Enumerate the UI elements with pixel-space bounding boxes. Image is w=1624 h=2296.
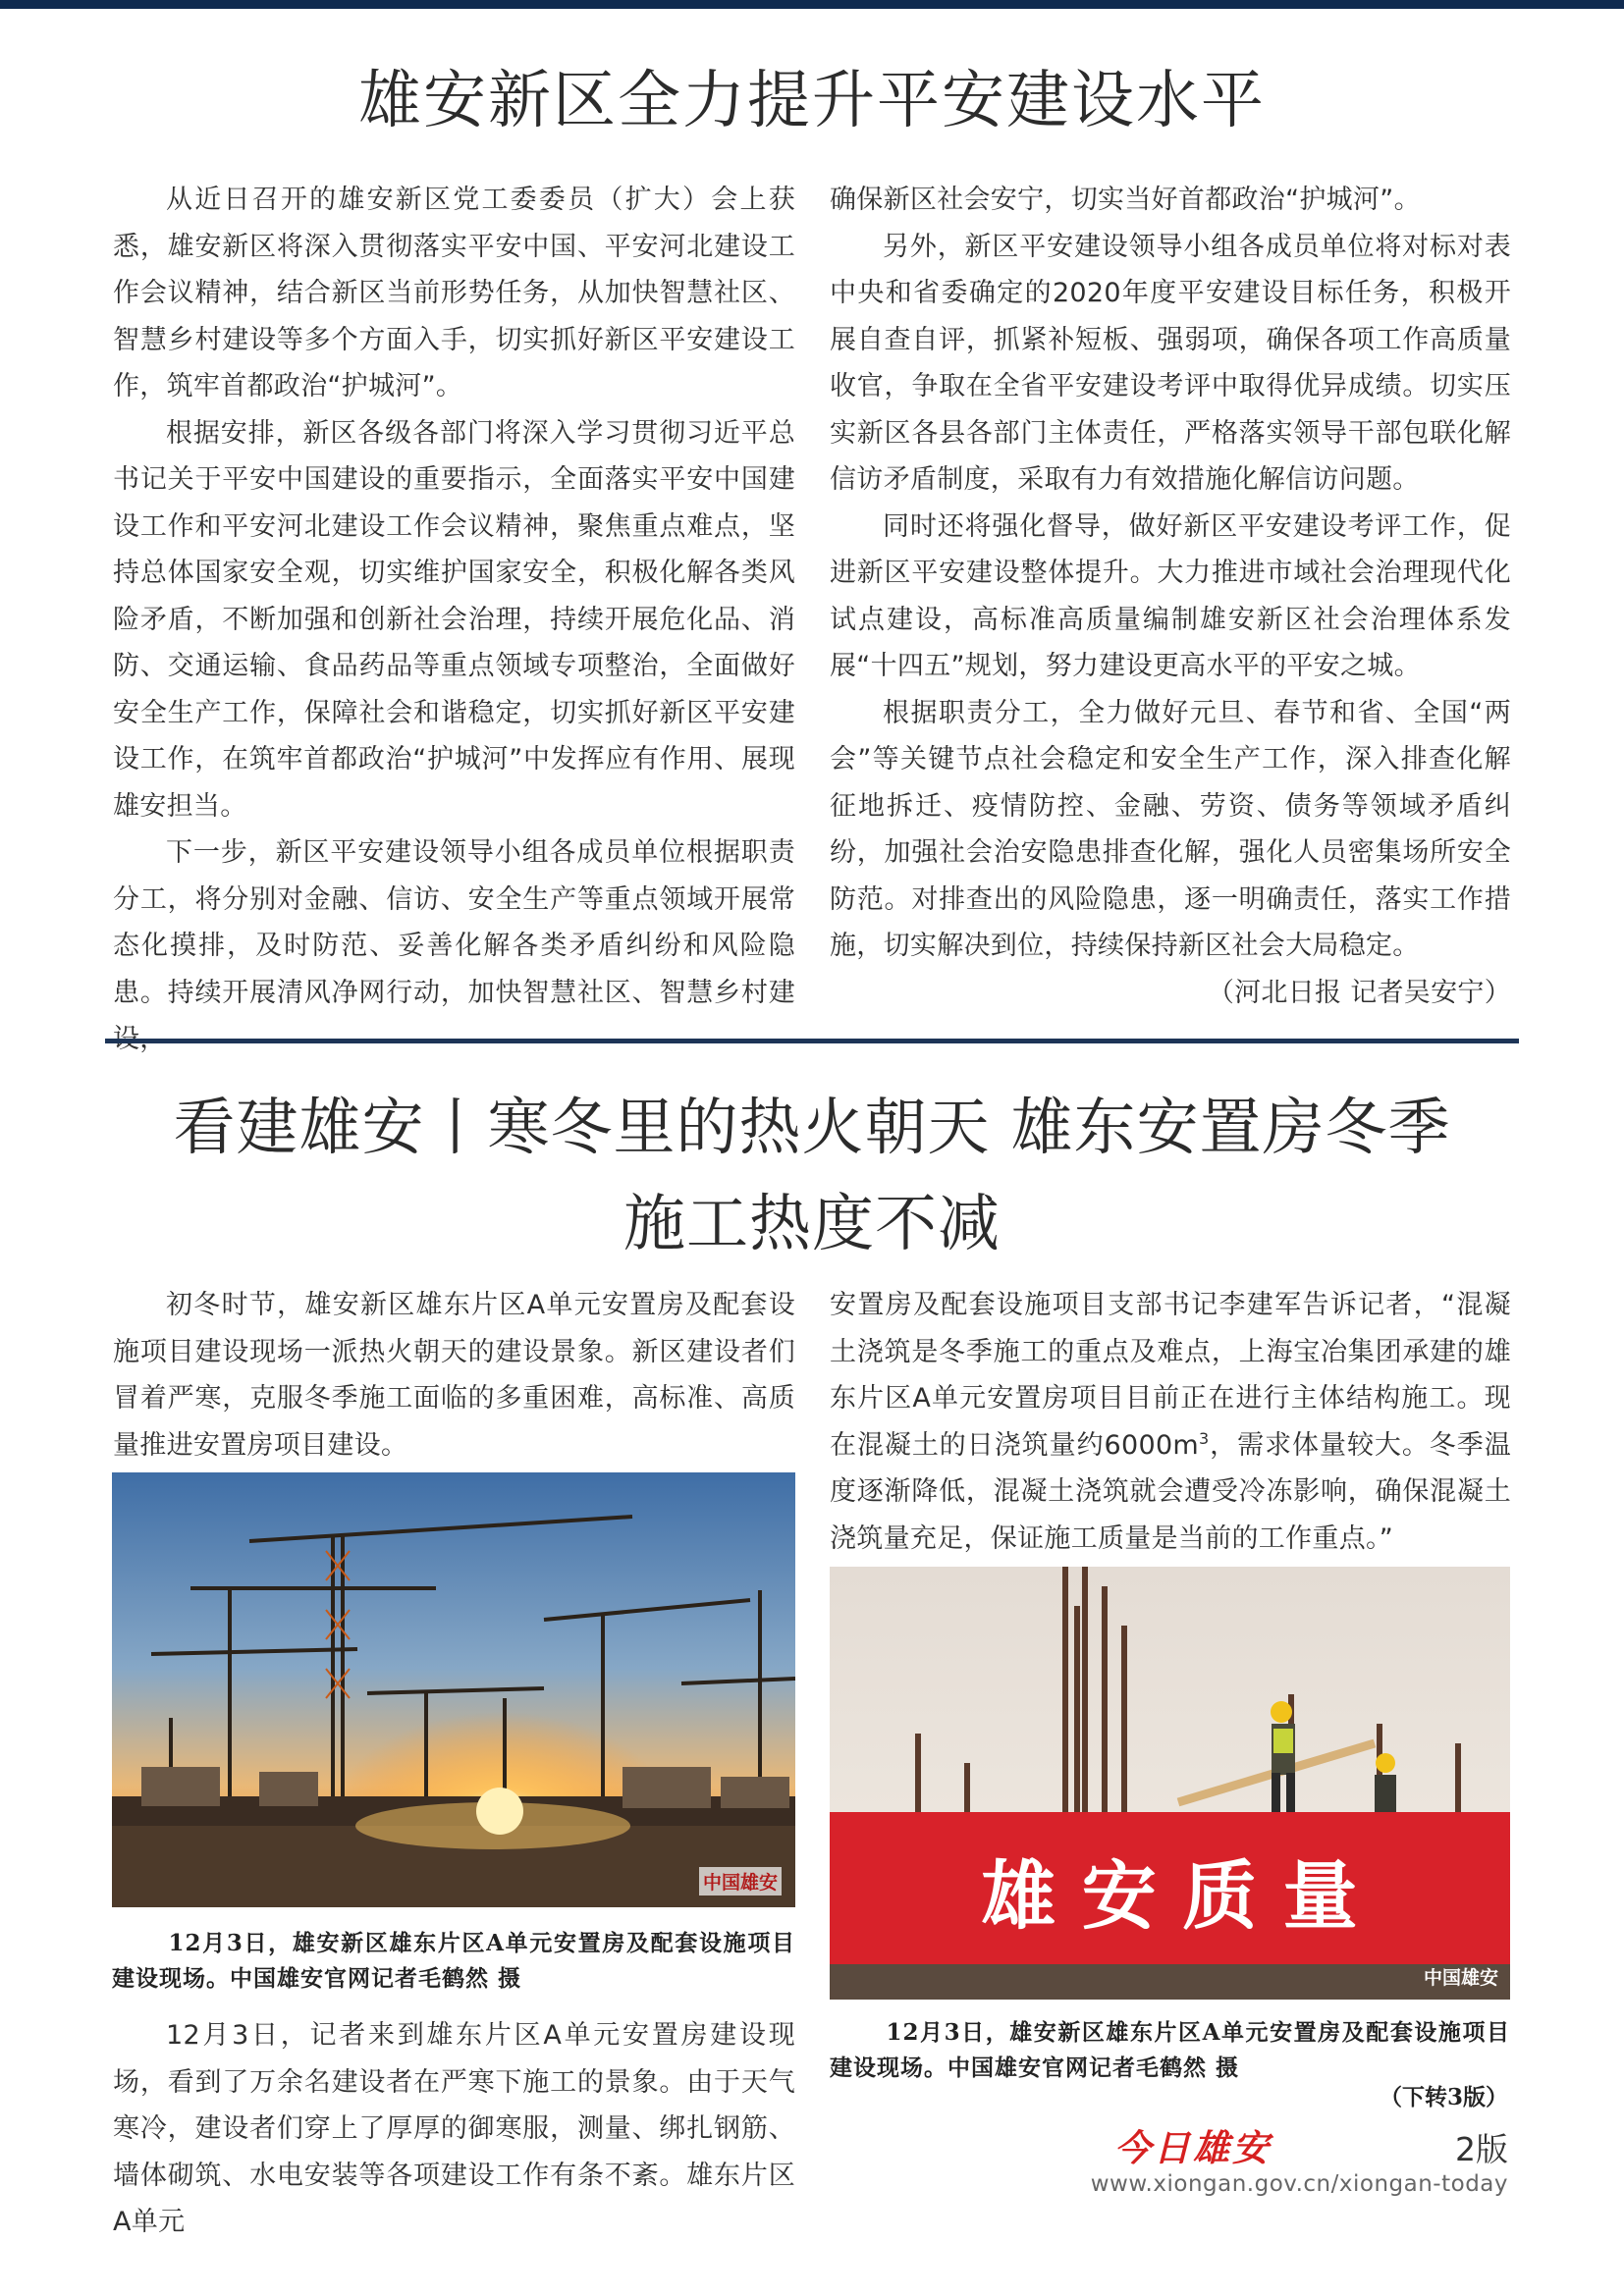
article2-title [0,1080,1624,1272]
article2-right-column [830,1282,1511,1562]
article1-right-column [830,177,1511,1016]
article1-credit: （河北日报 记者吴安宁） [1207,977,1511,1008]
article2-left-intro [113,1282,795,1468]
article1-left-column [113,177,795,1063]
construction-photo-cranes [112,1472,795,1907]
article1-paragraph: 下一步，新区平安建设领导小组各成员单位根据职责分工，将分别对金融、信访、安全生产等重点领域开展常态化摸排，及时防范、妥善化解各类矛盾纠纷和风险隐患。持续开展清风净网行动，加快智慧社区、智慧乡村建 [113,837,795,1008]
top-bar [0,0,1624,9]
cubic-superscript: 3 [1199,1428,1210,1448]
article1-paragraph: 根据安排，新区各级各部门将深入学习贯彻习近平总书记关于平安中国建设的重要指示，全面落实平安中国建设工作和平安河北建设工作会议精神，聚焦重点难点，坚持总体国家安全观，切实维护国家安全，积极化解各类风险矛盾，不断加强和创新社会治理，持续开展危化品、消防、交通运输、食品药品等重点领域专项整治，全面做好安全生产工作，保障社会和谐稳定，切实抓好新区平安建设工作，在筑牢首都政治“护城河”中发挥应有作用、展现雄安担当。 [113,417,795,822]
article2-paragraph: 初冬时节，雄安新区雄东片区A单元安置房及配套设施项目建设现场一派热火朝天的建设景象。新区建设者们冒着严寒，克服冬季施工面临的多重困难，高标准、高质量推进安置房项目建设。 [113,1290,795,1461]
footer-url[interactable]: www.xiongan.gov.cn/xiongan-today [1090,2171,1508,2197]
construction-photo-workers [830,1567,1510,2000]
article1-paragraph: 另外，新区平安建设领导小组各成员单位将对标对表中央和省委确定的2020年度平安建设目标任务，积极开展自查自评，抓紧补短板、强弱项，确保各项工作高质量收官，争取在全省平安建设考评中取得优异成绩。切实压实新区各县各部门主体责任，严格落实领导干部包联化解信访矛盾制度，采取有力有效措施化解信访问题。 [830,231,1511,495]
photo2-watermark: 中国雄安 [1423,1967,1498,1989]
publication-logo: 今日雄安 [1114,2126,1272,2169]
article2-quote-paragraph [830,1282,1511,1562]
section-divider [105,1039,1519,1043]
photo2-caption: 12月3日，雄安新区雄东片区A单元安置房及配套设施项目建设现场。中国雄安官网记者毛鹤然 摄 [830,2019,1510,2081]
photo1-caption: 12月3日，雄安新区雄东片区A单元安置房及配套设施项目建设现场。中国雄安官网记者毛鹤然 摄 [112,1930,795,1992]
article2-title-line1: 看建雄安丨寒冬里的热火朝天 雄东安置房冬季 [173,1092,1451,1163]
article2-title-line2: 施工热度不减 [623,1188,1001,1259]
article2-quote-part-a: 安置房及配套设施项目支部书记李建军告诉记者，“混凝土浇筑是冬季施工的重点及难点，上海宝冶集团承建的雄东片区A单元安置房项目目前正在进行主体结构施工。现在混凝土的日浇筑量约6000m [830,1290,1511,1461]
continued-note: （下转3版） [1379,2084,1508,2110]
page-number: 2版 [1455,2130,1508,2168]
article1-paragraph: 根据职责分工，全力做好元旦、春节和省、全国“两会”等关键节点社会稳定和安全生产工作，深入排查化解征地拆迁、疫情防控、金融、劳资、债务等领域矛盾纠纷，加强社会治安隐患排查化解，强化人员密集场所安全防范。对排查出的风险隐患，逐一明确责任，落实工作措施，切实解决到位，持续保持新区社会大局稳定。 [830,697,1511,961]
article1-paragraph: 同时还将强化督导，做好新区平安建设考评工作，促进新区平安建设整体提升。大力推进市域社会治理现代化试点建设，高标准高质量编制雄安新区社会治理体系发展“十四五”规划，努力建设更高水平的平安之城。 [830,510,1511,681]
article2-left-continued [113,2012,795,2246]
article2-paragraph: 12月3日，记者来到雄东片区A单元安置房建设现场，看到了万余名建设者在严寒下施工的景象。由于天气寒冷，建设者们穿上了厚厚的御寒服，测量、绑扎钢筋、墙体砌筑、水电安装等各项建设工作有条不紊。雄东片区A单元 [113,2020,795,2237]
article1-paragraph: 确保新区社会安宁，切实当好首都政治“护城河”。 [830,185,1421,215]
article2-quote-part-b: ，需求体量较大。冬季温度逐渐降低，混凝土浇筑就会遭受冷冻影响，确保混凝土浇筑量充足，保证施工质量是当前的工作重点。” [830,1429,1512,1554]
banner-text: 雄 安 质 量 [981,1852,1358,1940]
article1-paragraph: 从近日召开的雄安新区党工委委员（扩大）会上获悉，雄安新区将深入贯彻落实平安中国、平安河北建设工作会议精神，结合新区当前形势任务，从加快智慧社区、智慧乡村建设等多个方面入手，切实抓好新区平安建设工作，筑牢首都政治“护城河”。 [113,185,795,401]
photo1-watermark: 中国雄安 [699,1867,782,1896]
article1-title: 雄安新区全力提升平安建设水平 [358,65,1266,137]
